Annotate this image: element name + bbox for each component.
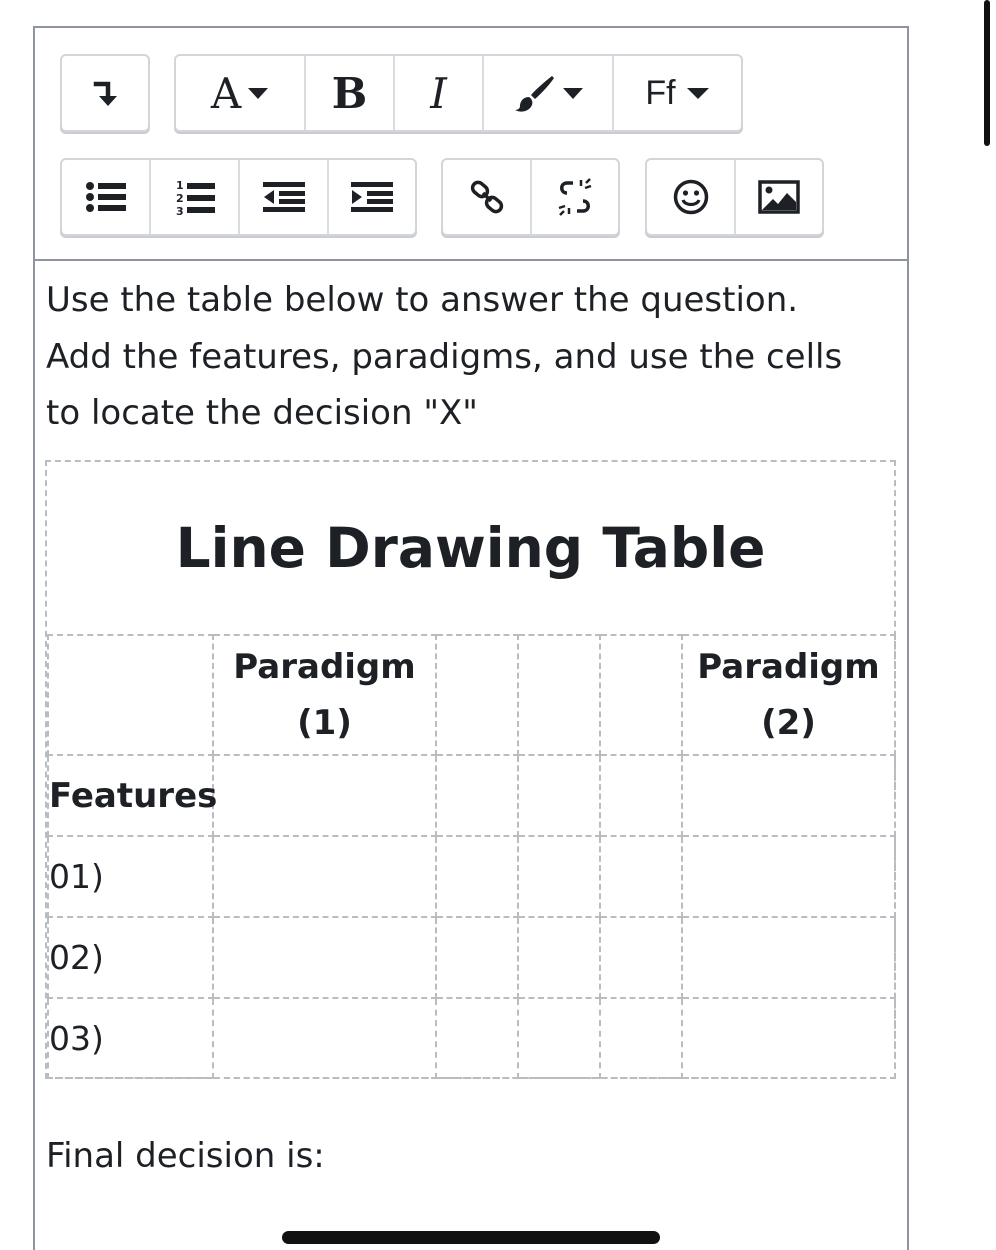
paradigm-1-header[interactable] xyxy=(213,635,436,755)
emoji-icon xyxy=(673,179,709,215)
toolbar-toggle-button[interactable] xyxy=(62,56,148,130)
svg-text:3: 3 xyxy=(175,205,184,216)
paradigm-label: Paradigm xyxy=(697,647,880,687)
table-cell[interactable] xyxy=(600,917,682,998)
feature-row-label[interactable]: 03) xyxy=(48,998,213,1078)
feature-row-label[interactable]: 01) xyxy=(48,836,213,917)
table-cell[interactable] xyxy=(436,635,518,755)
paintbrush-icon xyxy=(512,73,558,113)
toolbar-group-links xyxy=(441,158,620,236)
link-button[interactable] xyxy=(443,160,532,234)
table-cell[interactable] xyxy=(682,917,895,998)
table-cell[interactable] xyxy=(213,836,436,917)
feature-row-label[interactable]: 02) xyxy=(48,917,213,998)
paradigm-label: Paradigm xyxy=(233,647,416,687)
prompt-line: Use the table below to answer the question. xyxy=(46,280,799,320)
table-cell[interactable] xyxy=(518,836,600,917)
unlink-button[interactable] xyxy=(532,160,618,234)
table-cell[interactable] xyxy=(518,917,600,998)
editor-toolbar xyxy=(35,28,907,261)
font-color-button[interactable] xyxy=(176,56,306,130)
outdent-icon xyxy=(263,182,305,212)
table-cell[interactable] xyxy=(600,998,682,1078)
paradigm-number: (1) xyxy=(297,703,352,743)
svg-text:2: 2 xyxy=(175,192,184,205)
table-cell[interactable] xyxy=(600,755,682,836)
unordered-list-button[interactable] xyxy=(62,160,151,234)
paradigm-number: (2) xyxy=(761,703,816,743)
toolbar-group-media xyxy=(645,158,824,236)
table-cell[interactable] xyxy=(436,755,518,836)
line-drawing-table xyxy=(45,460,896,1079)
table-cell[interactable] xyxy=(682,755,895,836)
features-label[interactable]: Features xyxy=(48,755,213,836)
font-color-label: A xyxy=(210,68,242,118)
prompt-line: Add the features, paradigms, and use the cells xyxy=(46,336,843,377)
table-cell[interactable] xyxy=(436,917,518,998)
table-cell[interactable] xyxy=(600,836,682,917)
italic-button[interactable] xyxy=(395,56,484,130)
table-title: Line Drawing Table xyxy=(175,516,766,580)
unordered-list-icon xyxy=(86,181,126,213)
toolbar-group-expand xyxy=(60,54,150,132)
decision-grid xyxy=(47,634,896,1079)
image-icon xyxy=(758,180,800,214)
question-prompt xyxy=(46,272,896,442)
scroll-indicator[interactable] xyxy=(984,0,990,146)
toolbar-group-format xyxy=(174,54,743,132)
table-cell[interactable] xyxy=(600,635,682,755)
table-cell[interactable] xyxy=(213,917,436,998)
link-icon xyxy=(469,179,505,215)
final-decision-label: Final decision is: xyxy=(46,1136,325,1176)
table-cell[interactable] xyxy=(213,998,436,1078)
table-cell[interactable] xyxy=(213,755,436,836)
italic-label: I xyxy=(430,68,447,118)
image-button[interactable] xyxy=(736,160,822,234)
table-cell[interactable] xyxy=(518,998,600,1078)
table-cell[interactable] xyxy=(518,635,600,755)
outdent-button[interactable] xyxy=(240,160,329,234)
chevron-down-icon xyxy=(247,86,269,100)
table-cell[interactable] xyxy=(518,755,600,836)
table-cell[interactable] xyxy=(48,635,213,755)
table-cell[interactable] xyxy=(436,836,518,917)
unlink-icon xyxy=(555,178,595,216)
paradigm-2-header[interactable] xyxy=(682,635,895,755)
ordered-list-icon xyxy=(175,178,215,216)
ordered-list-button[interactable] xyxy=(151,160,240,234)
bold-button[interactable] xyxy=(306,56,395,130)
arrow-down-right-icon xyxy=(91,78,119,108)
svg-text:1: 1 xyxy=(175,179,184,192)
table-cell[interactable] xyxy=(682,998,895,1078)
indent-icon xyxy=(351,182,393,212)
emoji-button[interactable] xyxy=(647,160,736,234)
home-indicator[interactable] xyxy=(282,1231,660,1244)
table-cell[interactable] xyxy=(682,836,895,917)
prompt-line: to locate the decision "X" xyxy=(46,393,478,433)
chevron-down-icon xyxy=(686,86,710,100)
chevron-down-icon xyxy=(562,86,584,100)
font-family-label: Ff xyxy=(645,73,676,112)
font-family-button[interactable] xyxy=(614,56,741,130)
bold-label: B xyxy=(331,68,368,118)
indent-button[interactable] xyxy=(329,160,415,234)
toolbar-group-lists xyxy=(60,158,417,236)
highlight-button[interactable] xyxy=(484,56,614,130)
table-cell[interactable] xyxy=(436,998,518,1078)
